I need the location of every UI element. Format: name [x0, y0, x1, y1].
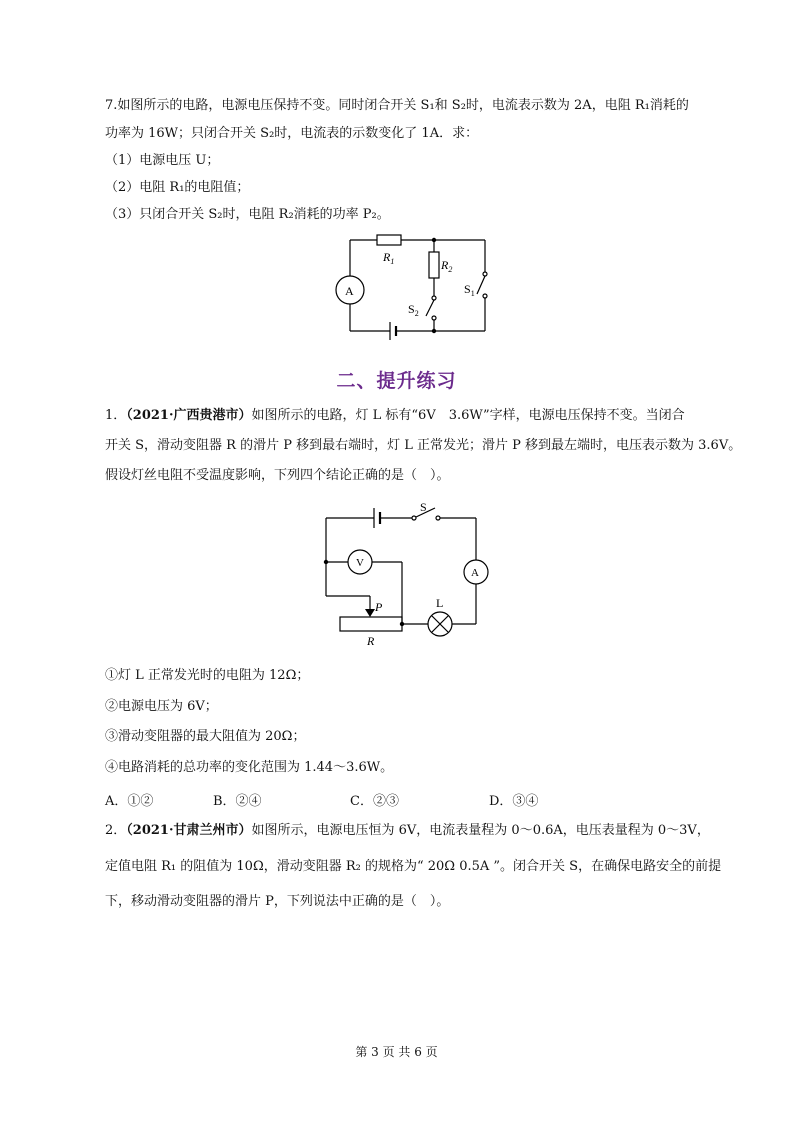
q7-line2: 功率为 16W；只闭合开关 S₂时，电流表的示数变化了 1A．求：: [105, 126, 479, 141]
lamp-label: L: [436, 596, 444, 610]
q7-sub1: （1）电源电压 U；: [105, 153, 220, 168]
switch-label: S: [420, 500, 427, 514]
q1-option-a: A．①②: [105, 794, 154, 809]
resistor-r1: [377, 235, 401, 245]
rheostat-label: R: [367, 634, 375, 648]
q2-line1: 2．（2021·甘肃兰州市）如图所示，电源电压恒为 6V，电流表量程为 0～0.6A，电压表量程为 0～3V，: [105, 823, 710, 838]
q2-line2: 定值电阻 R₁ 的阻值为 10Ω，滑动变阻器 R₂ 的规格为“ 20Ω 0.5A ”。闭合开关 S，在确保电路安全的前提: [105, 859, 722, 874]
q1-source: （2021·广西贵港市）: [126, 408, 252, 423]
q7-line1: 7.如图所示的电路，电源电压保持不变。同时闭合开关 S₁和 S₂时，电流表示数为 2A，电阻 R₁消耗的: [105, 98, 689, 113]
section-title: 二、提升练习: [336, 370, 457, 392]
q1-line2: 开关 S，滑动变阻器 R 的滑片 P 移到最右端时，灯 L 正常发光；滑片 P 移到最左端时，电压表示数为 3.6V。: [105, 438, 742, 453]
ammeter-label: A: [345, 284, 354, 298]
q7-sub2: （2）电阻 R₁的电阻值；: [105, 180, 250, 195]
q7-circuit-diagram: [320, 228, 500, 343]
q1-statement-2: ②电源电压为 6V；: [105, 699, 218, 714]
switch-s2: [426, 300, 434, 316]
q1-statement-1: ①灯 L 正常发光时的电阻为 12Ω；: [105, 668, 310, 683]
q1-line3: 假设灯丝电阻不受温度影响，下列四个结论正确的是（ ）。: [105, 468, 450, 483]
q1-line1: 1．（2021·广西贵港市）如图所示的电路，灯 L 标有“6V 3.6W”字样，电源电压保持不变。当闭合: [105, 408, 685, 423]
q1-statement-3: ③滑动变阻器的最大阻值为 20Ω；: [105, 729, 306, 744]
slider-label: P: [375, 600, 383, 614]
q1-circuit-diagram: [318, 500, 498, 650]
q1-option-b: B．②④: [213, 794, 262, 809]
page-footer: 第 3 页 共 6 页: [355, 1045, 438, 1059]
switch-s1: [477, 276, 485, 294]
resistor-r2: [429, 252, 439, 278]
ammeter-label: A: [471, 567, 479, 579]
s2-label: $S_2$: [408, 302, 419, 318]
q2-source: （2021·甘肃兰州市）: [126, 823, 252, 838]
voltmeter-label: V: [356, 557, 364, 569]
q1-option-c: C．②③: [350, 794, 399, 809]
q7-sub3: （3）只闭合开关 S₂时，电阻 R₂消耗的功率 P₂。: [105, 207, 390, 222]
s1-label: $S_1$: [464, 282, 475, 298]
r2-label: $R_2$: [441, 258, 453, 274]
q1-statement-4: ④电路消耗的总功率的变化范围为 1.44～3.6W。: [105, 760, 394, 775]
q1-option-d: D．③④: [489, 794, 539, 809]
q2-line3: 下，移动滑动变阻器的滑片 P，下列说法中正确的是（ ）。: [105, 894, 450, 909]
r1-label: $R_1$: [383, 250, 395, 266]
rheostat-r: [340, 617, 402, 631]
